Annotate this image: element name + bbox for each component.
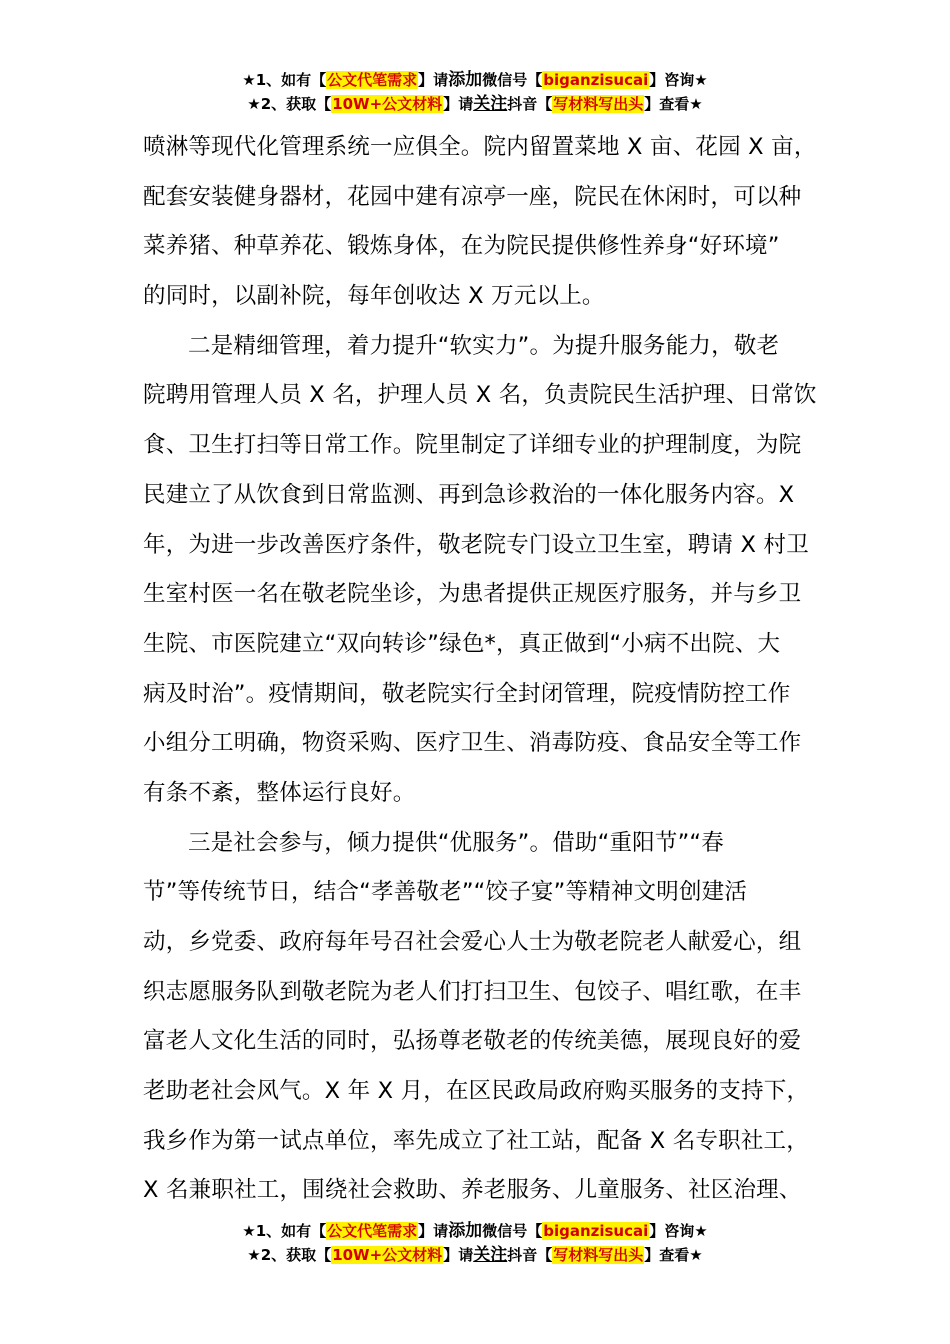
body-line: 老助老社会风气。X 年 X 月，在区民政局政府购买服务的支持下， [143,1078,810,1105]
promo-text: 】咨询★ [649,71,708,89]
promo-line-1 [0,68,950,92]
promo-line-2 [0,1243,950,1267]
body-line: 菜养猪、种草养花、锻炼身体，在为院民提供修性养身“好环境” [143,233,780,260]
body-line: 有条不紊，整体运行良好。 [143,779,416,806]
promo-emphasis: 添加 [448,70,483,90]
body-line: 年，为进一步改善医疗条件，敬老院专门设立卫生室，聘请 X 村卫 [143,531,809,558]
body-line: 二是精细管理，着力提升“软实力”。为提升服务能力，敬老 [188,332,780,359]
promo-emphasis: 添加 [448,1221,483,1241]
body-line: 的同时，以副补院，每年创收达 X 万元以上。 [143,283,605,310]
promo-text: 抖音【 [507,95,553,113]
promo-highlight: biganzisucai [543,71,649,89]
promo-text: 微信号【 [482,1222,543,1240]
promo-text: 】请 [418,71,449,89]
body-line: 喷淋等现代化管理系统一应俱全。院内留置菜地 X 亩、花园 X 亩， [143,134,817,160]
body-line: 织志愿服务队到敬老院为老人们打扫卫生、包饺子、唱红歌，在丰 [143,978,802,1005]
promo-emphasis: 关注 [473,1245,508,1265]
body-line: 院聘用管理人员 X 名，护理人员 X 名，负责院民生活护理、日常饮 [143,382,817,409]
body-line: 我乡作为第一试点单位，率先成立了社工站，配备 X 名专职社工， [143,1127,809,1154]
body-line: 三是社会参与，倾力提供“优服务”。借助“重阳节”“春 [188,829,724,856]
promo-text: ★1、如有【 [242,1222,327,1240]
promo-highlight: 10W+公文材料 [332,95,443,113]
promo-text: 】查看★ [644,95,703,113]
promo-line-1 [0,1219,950,1243]
promo-text: 】请 [418,1222,449,1240]
header-promo-banner [0,68,950,116]
promo-highlight: 公文代笔需求 [327,1222,418,1240]
promo-text: ★2、获取【 [247,95,332,113]
promo-text: 】查看★ [644,1246,703,1264]
body-line: 民建立了从饮食到日常监测、再到急诊救治的一体化服务内容。X [143,481,795,508]
promo-highlight: biganzisucai [543,1222,649,1240]
promo-text: ★1、如有【 [242,71,327,89]
promo-text: 】请 [443,1246,474,1264]
promo-line-2 [0,92,950,116]
promo-text: 】咨询★ [649,1222,708,1240]
promo-text: 】请 [443,95,474,113]
promo-highlight: 10W+公文材料 [332,1246,443,1264]
body-line: 生室村医一名在敬老院坐诊，为患者提供正规医疗服务，并与乡卫 [143,581,802,608]
promo-highlight: 写材料写出头 [553,1246,644,1264]
promo-text: 抖音【 [507,1246,553,1264]
body-line: 病及时治”。疫情期间，敬老院实行全封闭管理，院疫情防控工作 [143,680,791,707]
body-line: 节”等传统节日，结合“孝善敬老”“饺子宴”等精神文明创建活 [143,879,748,906]
body-line: 食、卫生打扫等日常工作。院里制定了详细专业的护理制度，为院 [143,432,802,459]
document-body [143,123,833,1216]
body-line: 配套安装健身器材，花园中建有凉亭一座，院民在休闲时，可以种 [143,183,802,210]
promo-highlight: 写材料写出头 [553,95,644,113]
body-line: 动，乡党委、政府每年号召社会爱心人士为敬老院老人献爱心，组 [143,929,802,955]
promo-text: ★2、获取【 [247,1246,332,1264]
body-line: 富老人文化生活的同时，弘扬尊老敬老的传统美德，展现良好的爱 [143,1028,802,1055]
footer-promo-banner [0,1219,950,1267]
promo-emphasis: 关注 [473,94,508,114]
body-line: 生院、市医院建立“双向转诊”绿色*，真正做到“小病不出院、大 [143,630,781,657]
body-line: X 名兼职社工，围绕社会救助、养老服务、儿童服务、社区治理、 [143,1177,802,1204]
promo-text: 微信号【 [482,71,543,89]
promo-highlight: 公文代笔需求 [327,71,418,89]
body-line: 小组分工明确，物资采购、医疗卫生、消毒防疫、食品安全等工作 [143,730,802,757]
